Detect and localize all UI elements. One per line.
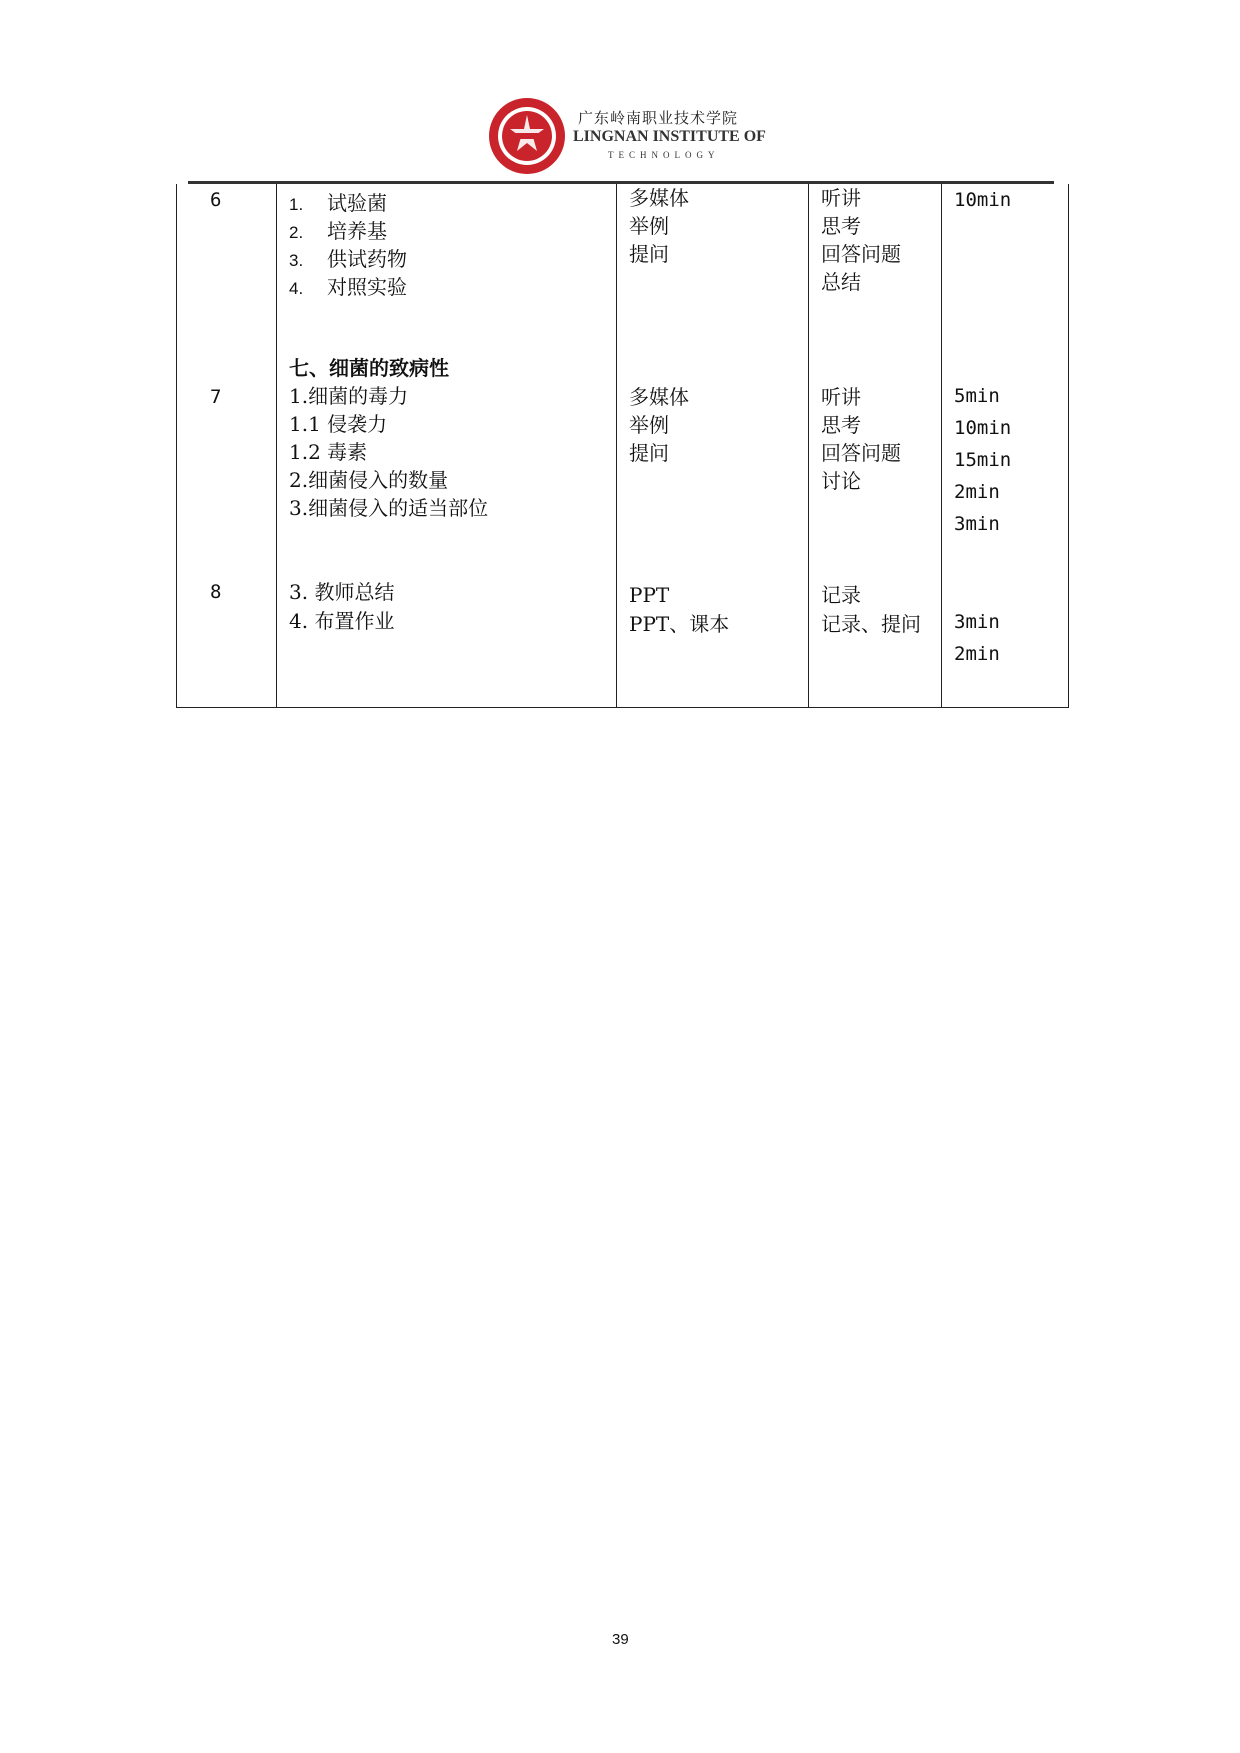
- teaching-method: 举例: [629, 413, 669, 437]
- teaching-method: PPT、课本: [629, 612, 730, 636]
- school-name-en-line1: LINGNAN INSTITUTE OF: [573, 128, 766, 145]
- student-activity: 听讲: [821, 186, 861, 210]
- time-allocation: 10min: [954, 189, 1012, 211]
- list-item-number: 4.: [289, 279, 304, 298]
- content-line: 3. 教师总结: [289, 580, 395, 604]
- content-line: 2.细菌侵入的数量: [289, 468, 449, 492]
- content-list-item: [289, 189, 387, 219]
- school-name-cn: 广东岭南职业技术学院: [578, 109, 739, 127]
- time-allocation: 10min: [954, 417, 1012, 439]
- content-line: 1.1 侵袭力: [289, 412, 388, 436]
- student-activity: 总结: [821, 270, 861, 294]
- content-list-item: [289, 273, 407, 303]
- page-number: 39: [612, 1631, 629, 1648]
- content-line: 4. 布置作业: [289, 609, 395, 633]
- list-item-text: 试验菌: [327, 191, 387, 215]
- section-heading: 七、细菌的致病性: [289, 356, 449, 380]
- time-allocation: 3min: [954, 611, 1000, 633]
- time-allocation: 5min: [954, 385, 1000, 407]
- student-activity: 讨论: [821, 469, 861, 493]
- student-activity: 听讲: [821, 385, 861, 409]
- lesson-plan-table: [176, 184, 1069, 708]
- content-line: 3.细菌侵入的适当部位: [289, 496, 489, 520]
- institution-logo-seal: [488, 97, 566, 175]
- content-list-item: [289, 217, 387, 247]
- time-allocation: 2min: [954, 481, 1000, 503]
- list-item-number: 1.: [289, 195, 304, 214]
- content-list-item: [289, 245, 407, 275]
- content-line: 1.细菌的毒力: [289, 384, 409, 408]
- list-item-number: 2.: [289, 223, 304, 242]
- step-number: 7: [210, 386, 222, 408]
- student-activity: 回答问题: [821, 441, 901, 465]
- student-activity: 回答问题: [821, 242, 901, 266]
- teaching-method: PPT: [629, 583, 670, 607]
- column-divider: [941, 184, 942, 707]
- step-number: 6: [210, 189, 222, 211]
- list-item-number: 3.: [289, 251, 304, 270]
- column-divider: [276, 184, 277, 707]
- time-allocation: 15min: [954, 449, 1012, 471]
- teaching-method: 举例: [629, 214, 669, 238]
- student-activity: 思考: [821, 413, 861, 437]
- step-number: 8: [210, 581, 222, 603]
- teaching-method: 多媒体: [629, 385, 689, 409]
- content-line: 1.2 毒素: [289, 440, 368, 464]
- teaching-method: 多媒体: [629, 186, 689, 210]
- column-divider: [808, 184, 809, 707]
- student-activity: 记录: [821, 583, 861, 607]
- teaching-method: 提问: [629, 242, 669, 266]
- time-allocation: 2min: [954, 643, 1000, 665]
- list-item-text: 供试药物: [327, 247, 407, 271]
- student-activity: 记录、提问: [821, 612, 921, 636]
- student-activity: 思考: [821, 214, 861, 238]
- list-item-text: 对照实验: [327, 275, 407, 299]
- column-divider: [616, 184, 617, 707]
- school-name-en-line2: TECHNOLOGY: [608, 150, 720, 160]
- time-allocation: 3min: [954, 513, 1000, 535]
- teaching-method: 提问: [629, 441, 669, 465]
- list-item-text: 培养基: [327, 219, 387, 243]
